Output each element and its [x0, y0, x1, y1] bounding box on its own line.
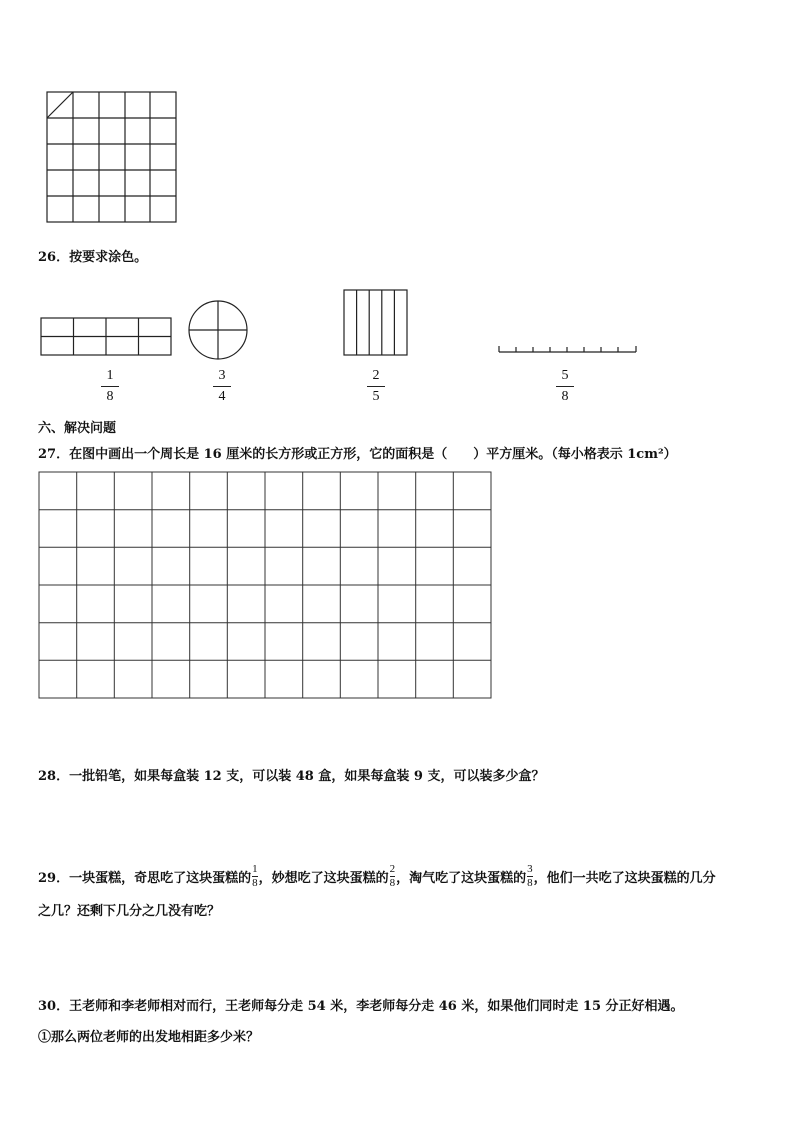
denominator: 8: [527, 877, 533, 889]
numerator: 2: [389, 863, 396, 875]
numerator: 5: [561, 368, 569, 383]
denominator: 4: [218, 389, 226, 404]
denominator: 8: [252, 877, 258, 889]
denominator: 8: [106, 389, 114, 404]
fraction-3-8: [527, 864, 533, 889]
section-title: 六、解决问题: [38, 421, 117, 436]
q29-part4: ，他们一共吃了这块蛋糕的几分: [533, 871, 716, 886]
numerator: 3: [218, 368, 226, 383]
q27-text: 27．在图中画出一个周长是 16 厘米的长方形或正方形，它的面积是（ ）平方厘米。（每小格表示 1cm²）: [38, 447, 677, 462]
q29-part2: ，妙想吃了这块蛋糕的: [258, 871, 389, 886]
fraction-2-8: [390, 864, 396, 889]
q26-title: 26．按要求涂色。: [38, 250, 148, 265]
q28-text: 28．一批铅笔，如果每盒装 12 支，可以装 48 盒，如果每盒装 9 支，可以装多少盒？: [38, 769, 545, 784]
denominator: 5: [372, 389, 380, 404]
q30-sub1: ①那么两位老师的出发地相距多少米？: [38, 1030, 260, 1045]
q29-line2: 之几？还剩下几分之几没有吃？: [38, 904, 221, 919]
denominator: 8: [389, 877, 396, 889]
q29-part3: ，淘气吃了这块蛋糕的: [396, 871, 527, 886]
q29-part1: 29．一块蛋糕，奇思吃了这块蛋糕的: [38, 871, 252, 886]
numerator: 1: [252, 863, 258, 875]
numerator: 1: [106, 368, 114, 383]
q29-line1: [38, 863, 716, 891]
numerator: 2: [372, 368, 380, 383]
denominator: 8: [561, 389, 569, 404]
numerator: 3: [527, 863, 533, 875]
q30-text: 30．王老师和李老师相对而行，王老师每分走 54 米，李老师每分走 46 米，如果他们同时走 15 分正好相遇。: [38, 999, 684, 1014]
fraction-1-8: [252, 864, 258, 889]
